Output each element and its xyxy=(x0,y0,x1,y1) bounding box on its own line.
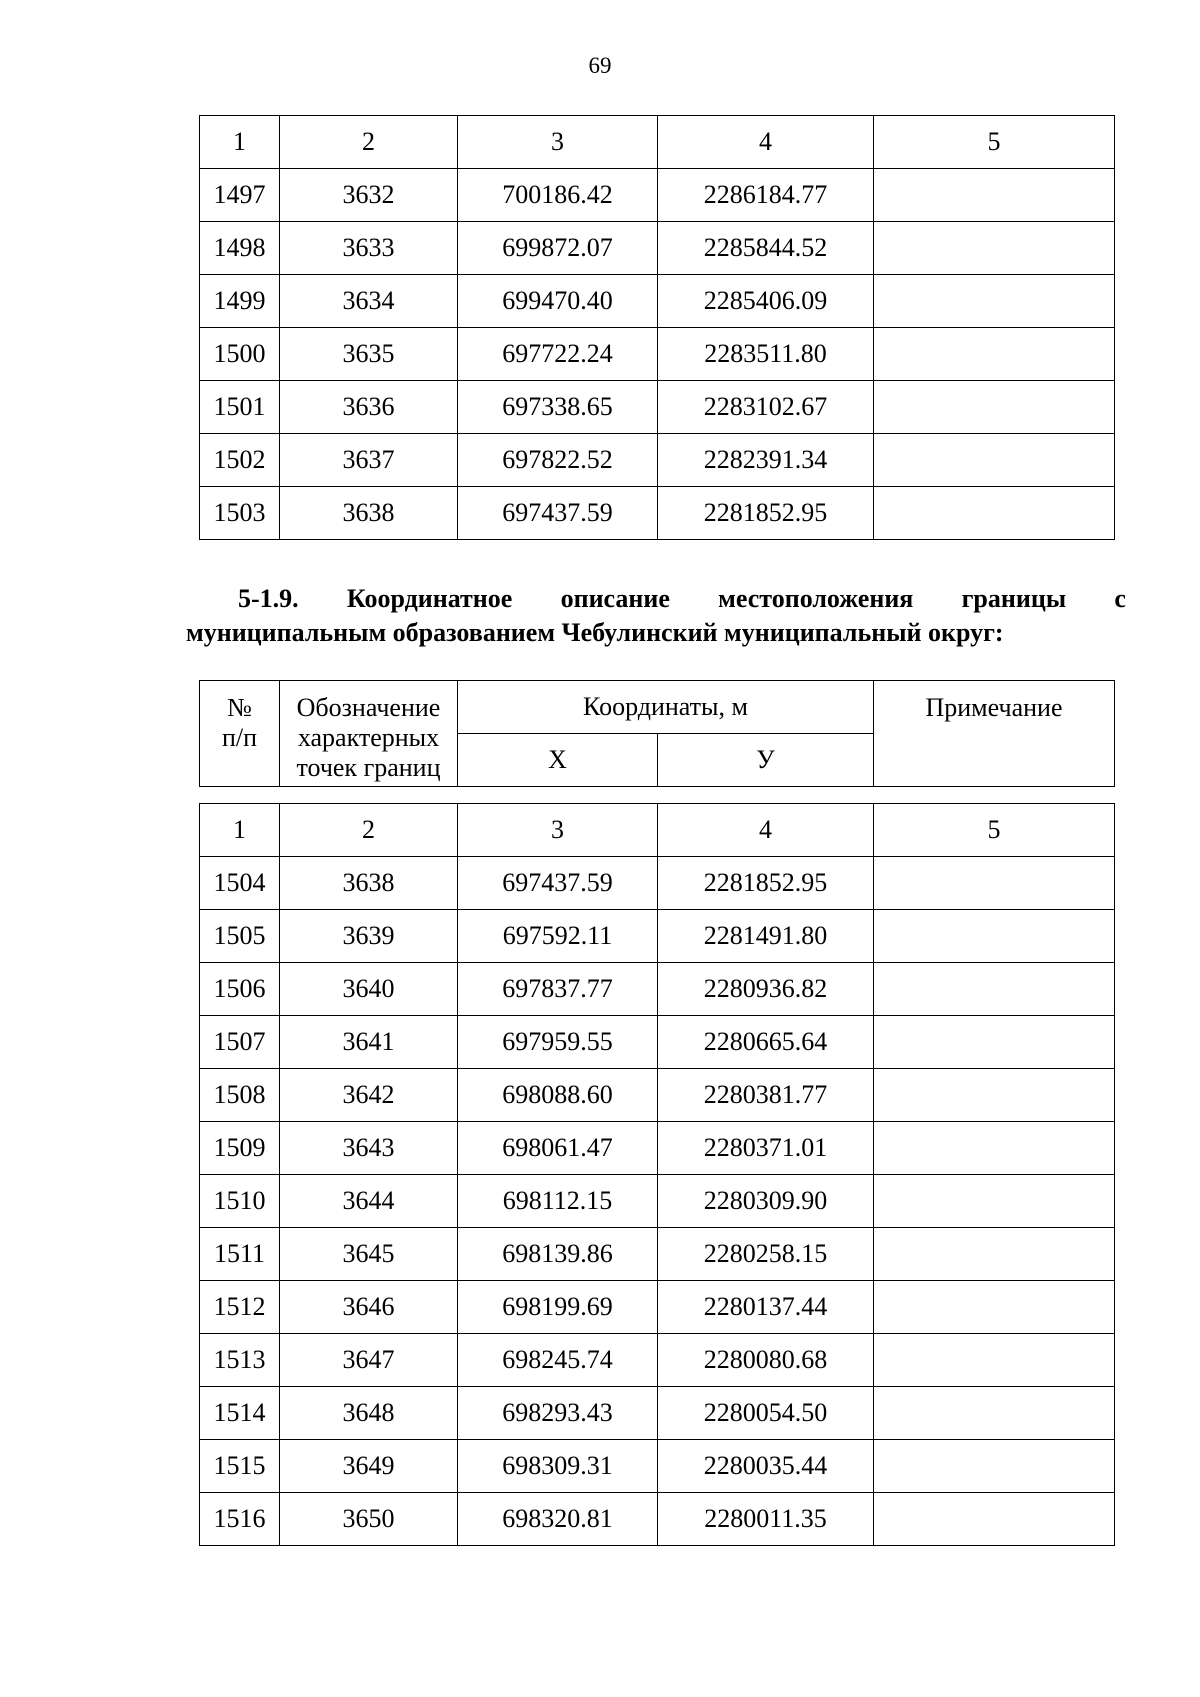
header-designation-line: Обозначение xyxy=(296,693,441,722)
cell-x: 697722.24 xyxy=(458,328,658,381)
heading-line-1 xyxy=(186,582,1126,616)
column-number-cell: 5 xyxy=(874,804,1115,857)
cell-point-id: 3645 xyxy=(280,1228,458,1281)
cell-x: 698199.69 xyxy=(458,1281,658,1334)
cell-point-id: 3637 xyxy=(280,434,458,487)
cell-x: 698139.86 xyxy=(458,1228,658,1281)
table-row xyxy=(200,1281,1115,1334)
cell-note xyxy=(874,1440,1115,1493)
cell-point-id: 3636 xyxy=(280,381,458,434)
cell-point-id: 3643 xyxy=(280,1122,458,1175)
column-number-cell: 1 xyxy=(200,116,280,169)
cell-note xyxy=(874,1281,1115,1334)
header-row xyxy=(200,681,1115,734)
table-row xyxy=(200,328,1115,381)
cell-note xyxy=(874,487,1115,540)
cell-number: 1512 xyxy=(200,1281,280,1334)
cell-note xyxy=(874,1493,1115,1546)
cell-point-id: 3635 xyxy=(280,328,458,381)
header-designation-line: точек границ xyxy=(296,753,441,782)
cell-number: 1507 xyxy=(200,1016,280,1069)
cell-x: 697437.59 xyxy=(458,487,658,540)
table-row xyxy=(200,1175,1115,1228)
cell-note xyxy=(874,1228,1115,1281)
cell-point-id: 3650 xyxy=(280,1493,458,1546)
cell-x: 698320.81 xyxy=(458,1493,658,1546)
cell-point-id: 3639 xyxy=(280,910,458,963)
column-number-cell: 2 xyxy=(280,804,458,857)
cell-number: 1516 xyxy=(200,1493,280,1546)
table-row xyxy=(200,1334,1115,1387)
cell-x: 697837.77 xyxy=(458,963,658,1016)
cell-number: 1499 xyxy=(200,275,280,328)
cell-number: 1506 xyxy=(200,963,280,1016)
cell-x: 698293.43 xyxy=(458,1387,658,1440)
cell-number: 1501 xyxy=(200,381,280,434)
table-row xyxy=(200,381,1115,434)
table-row xyxy=(200,963,1115,1016)
header-number-abbr: п/п xyxy=(221,723,258,752)
cell-y: 2280054.50 xyxy=(658,1387,874,1440)
cell-y: 2280381.77 xyxy=(658,1069,874,1122)
column-number-row xyxy=(200,804,1115,857)
cell-y: 2285844.52 xyxy=(658,222,874,275)
cell-y: 2281852.95 xyxy=(658,857,874,910)
cell-note xyxy=(874,857,1115,910)
heading-line-2: муниципальным образованием Чебулинский муниципальный округ: xyxy=(186,618,1004,647)
cell-y: 2280035.44 xyxy=(658,1440,874,1493)
cell-y: 2281852.95 xyxy=(658,487,874,540)
cell-point-id: 3642 xyxy=(280,1069,458,1122)
cell-y: 2280080.68 xyxy=(658,1334,874,1387)
heading-word: с xyxy=(1114,584,1126,613)
cell-y: 2285406.09 xyxy=(658,275,874,328)
column-number-cell: 3 xyxy=(458,804,658,857)
cell-note xyxy=(874,434,1115,487)
coordinates-table xyxy=(199,803,1115,1546)
table-row xyxy=(200,1493,1115,1546)
cell-x: 697338.65 xyxy=(458,381,658,434)
heading-word: Координатное xyxy=(346,584,513,613)
table-row xyxy=(200,275,1115,328)
header-note-cell: Примечание xyxy=(874,681,1115,787)
table-row xyxy=(200,857,1115,910)
heading-word: 5-1.9. xyxy=(238,584,299,613)
cell-point-id: 3633 xyxy=(280,222,458,275)
cell-number: 1510 xyxy=(200,1175,280,1228)
header-number-cell xyxy=(200,681,280,787)
cell-point-id: 3634 xyxy=(280,275,458,328)
header-coordinates-cell: Координаты, м xyxy=(458,681,874,734)
cell-point-id: 3638 xyxy=(280,857,458,910)
cell-y: 2280309.90 xyxy=(658,1175,874,1228)
cell-number: 1514 xyxy=(200,1387,280,1440)
cell-point-id: 3640 xyxy=(280,963,458,1016)
cell-point-id: 3646 xyxy=(280,1281,458,1334)
cell-x: 699872.07 xyxy=(458,222,658,275)
cell-point-id: 3632 xyxy=(280,169,458,222)
table-row xyxy=(200,1387,1115,1440)
table-row xyxy=(200,1440,1115,1493)
header-designation-line: характерных xyxy=(297,723,440,752)
table-row xyxy=(200,487,1115,540)
column-number-cell: 4 xyxy=(658,116,874,169)
table-row xyxy=(200,1069,1115,1122)
cell-x: 698309.31 xyxy=(458,1440,658,1493)
coordinates-table-continued xyxy=(199,115,1115,540)
cell-y: 2280011.35 xyxy=(658,1493,874,1546)
cell-point-id: 3644 xyxy=(280,1175,458,1228)
table-row xyxy=(200,222,1115,275)
cell-note xyxy=(874,963,1115,1016)
cell-number: 1509 xyxy=(200,1122,280,1175)
cell-note xyxy=(874,381,1115,434)
cell-note xyxy=(874,1334,1115,1387)
cell-number: 1503 xyxy=(200,487,280,540)
cell-point-id: 3647 xyxy=(280,1334,458,1387)
header-y-cell: У xyxy=(658,734,874,787)
cell-x: 698088.60 xyxy=(458,1069,658,1122)
section-heading xyxy=(186,582,1126,650)
cell-y: 2281491.80 xyxy=(658,910,874,963)
cell-y: 2280137.44 xyxy=(658,1281,874,1334)
column-number-cell: 4 xyxy=(658,804,874,857)
cell-y: 2280258.15 xyxy=(658,1228,874,1281)
cell-point-id: 3649 xyxy=(280,1440,458,1493)
column-number-row xyxy=(200,116,1115,169)
table-row xyxy=(200,1228,1115,1281)
cell-point-id: 3641 xyxy=(280,1016,458,1069)
cell-number: 1515 xyxy=(200,1440,280,1493)
cell-note xyxy=(874,275,1115,328)
cell-number: 1498 xyxy=(200,222,280,275)
cell-number: 1502 xyxy=(200,434,280,487)
cell-note xyxy=(874,169,1115,222)
table-row xyxy=(200,1122,1115,1175)
page-number: 69 xyxy=(588,53,612,78)
cell-note xyxy=(874,1175,1115,1228)
cell-note xyxy=(874,328,1115,381)
cell-point-id: 3638 xyxy=(280,487,458,540)
cell-note xyxy=(874,1069,1115,1122)
cell-y: 2280371.01 xyxy=(658,1122,874,1175)
header-x-cell: Х xyxy=(458,734,658,787)
cell-x: 697822.52 xyxy=(458,434,658,487)
cell-number: 1500 xyxy=(200,328,280,381)
cell-point-id: 3648 xyxy=(280,1387,458,1440)
cell-number: 1511 xyxy=(200,1228,280,1281)
cell-x: 698112.15 xyxy=(458,1175,658,1228)
coordinates-table-header xyxy=(199,680,1115,787)
column-number-cell: 5 xyxy=(874,116,1115,169)
heading-word: местоположения xyxy=(718,584,914,613)
cell-y: 2280665.64 xyxy=(658,1016,874,1069)
cell-x: 698061.47 xyxy=(458,1122,658,1175)
cell-x: 697959.55 xyxy=(458,1016,658,1069)
table-row xyxy=(200,910,1115,963)
cell-x: 699470.40 xyxy=(458,275,658,328)
cell-x: 697437.59 xyxy=(458,857,658,910)
table-row xyxy=(200,434,1115,487)
cell-number: 1508 xyxy=(200,1069,280,1122)
cell-note xyxy=(874,1122,1115,1175)
cell-number: 1505 xyxy=(200,910,280,963)
header-point-designation-cell xyxy=(280,681,458,787)
cell-number: 1513 xyxy=(200,1334,280,1387)
cell-y: 2280936.82 xyxy=(658,963,874,1016)
heading-word: описание xyxy=(560,584,670,613)
cell-y: 2282391.34 xyxy=(658,434,874,487)
cell-note xyxy=(874,1016,1115,1069)
cell-x: 698245.74 xyxy=(458,1334,658,1387)
table-body xyxy=(200,804,1115,1546)
cell-note xyxy=(874,1387,1115,1440)
cell-x: 700186.42 xyxy=(458,169,658,222)
cell-note xyxy=(874,910,1115,963)
cell-number: 1497 xyxy=(200,169,280,222)
cell-x: 697592.11 xyxy=(458,910,658,963)
cell-y: 2283511.80 xyxy=(658,328,874,381)
column-number-cell: 3 xyxy=(458,116,658,169)
cell-y: 2286184.77 xyxy=(658,169,874,222)
column-number-cell: 1 xyxy=(200,804,280,857)
header-number-symbol: № xyxy=(227,693,252,722)
table-row xyxy=(200,169,1115,222)
table-body xyxy=(200,116,1115,540)
cell-y: 2283102.67 xyxy=(658,381,874,434)
column-number-cell: 2 xyxy=(280,116,458,169)
cell-note xyxy=(874,222,1115,275)
cell-number: 1504 xyxy=(200,857,280,910)
heading-word: границы xyxy=(961,584,1067,613)
table-row xyxy=(200,1016,1115,1069)
